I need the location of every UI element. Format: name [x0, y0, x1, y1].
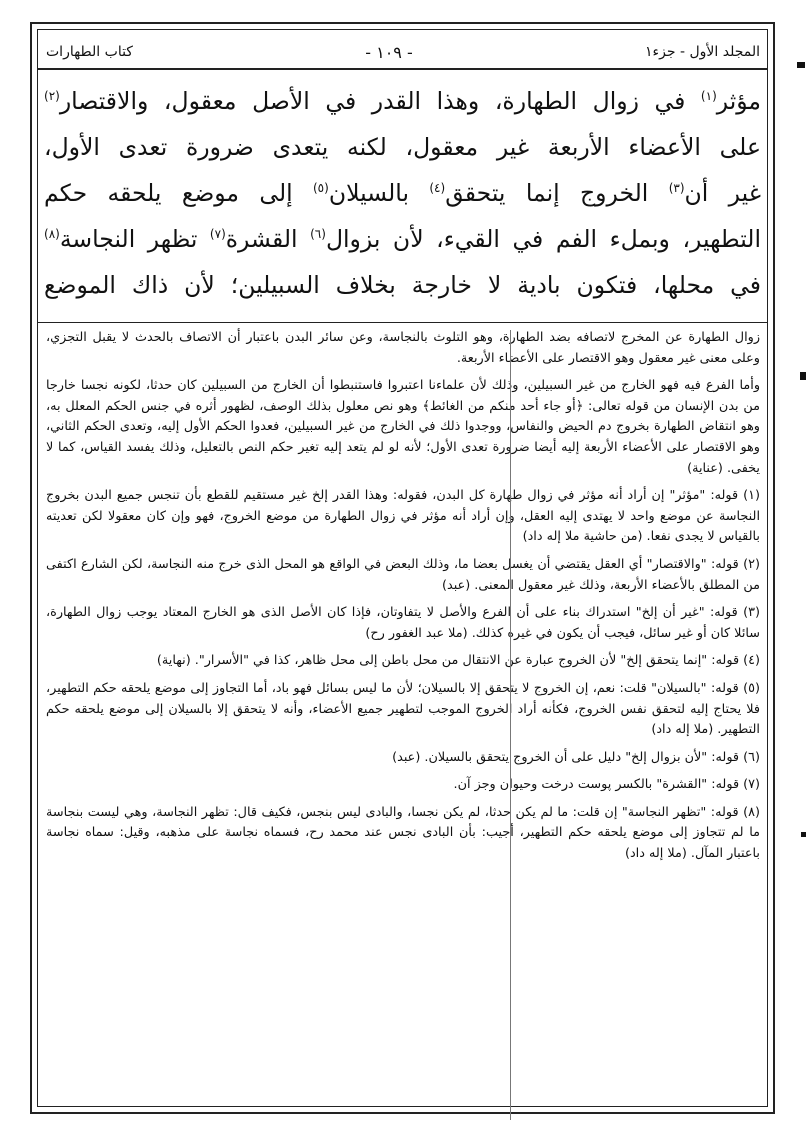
header-rule [38, 68, 767, 70]
footnote-1: (١) قوله: "مؤثر" إن أراد أنه مؤثر في زوال طهارة كل البدن، فقوله: وهذا القدر إلخ غير مستقيم للقطع بأن تنجس جميع البدن بخروج النجاسة عن موضع واحد لا يهتدى إليه العقل، وإن أراد أنه مؤثر في زوال الطهارة من موضع الخروج، فهو وإن كان معقولا لكن تعديته بالقياس لا يجدى نفعا. (من حاشية ملا إله داد) [46, 488, 760, 545]
footnote-3: (٣) قوله: "غير أن إلخ" استدراك بناء على أن الفرع والأصل لا يتفاوتان، فإذا كان الأصل الذى هو الخارج المعتاد يوجب زوال الطهارة، سائلا كان أو غير سائل، فيجب أن يكون في غيره كذلك. (ملا عبد الغفور رح) [46, 605, 760, 641]
commentary-paragraph: وأما الفرع فيه فهو الخارج من غير السبيلين، وذلك لأن علماءنا اعتبروا فاستنبطوا أن الخارج من السبيلين كان حدثا، لكونه نجسا خارجا من بدن الإنسان من قوله تعالى: ﴿أو جاء أحد منكم من الغائط﴾ وهو نص معلول بذلك الوصف، لظهور أثره في جنس الحكم المعلل به، وهو انتقاض الطهارة بخروج دم الحيض والنفاس، ووجدوا ذلك في الخارج من غير السبيلين، فعدوا الحكم الأول إليه، وتعدى الحكم الثاني، وهو الاقتصار على الأعضاء الأربعة إليه أيضا ضرورة تعدى الأول؛ لأنه لو لم يتعد إليه تغير حكم النص بالتعليل، وذلك يفسد القياس، كما لا يخفى. (عناية) [46, 378, 760, 476]
main-text-line [44, 262, 761, 308]
footnote-7: (٧) قوله: "القشرة" بالكسر پوست درخت وحيوان وجز آن. [453, 777, 760, 793]
footnote-marker: (٨) [44, 227, 60, 242]
main-text-segment: في زوال الطهارة، وهذا القدر في الأصل معقول، والاقتصار [59, 87, 701, 115]
header-volume: المجلد الأول - جزء١ [645, 44, 760, 60]
footnote-marker: (٤) [429, 181, 446, 196]
footnote-4: (٤) قوله: "إنما يتحقق إلخ" لأن الخروج عبارة عن الانتقال من محل باطن إلى محل ظاهر، كذا في "الأسرار". (نهاية) [156, 653, 760, 669]
main-text-segment: القشرة [225, 225, 311, 253]
main-text-segment: بالسيلان [328, 179, 430, 207]
main-text-segment: التطهير، وبملء الفم في القيء، لأن بزوال [325, 225, 761, 253]
main-text-line [44, 124, 761, 170]
footnote-marker: (٣) [668, 181, 685, 196]
footnote-8: (٨) قوله: "تظهر النجاسة" إن قلت: ما لم يكن حدثا، لم يكن نجسا، والبادى ليس بنجس، فكيف قال: تظهر النجاسة، وهي ليست بنجاسة ما لم تتجاوز إلى موضع يلحقه حكم التطهير، أجيب: بأن البادى نجس عند محمد رح، فسماه نجاسة على مذهبه، وقيل: سماه نجاسة باعتبار المآل. (ملا إله داد) [46, 804, 760, 862]
main-text-segment: غير أن [684, 179, 761, 207]
footnote-marker: (٥) [312, 181, 329, 196]
footnote-marker: (١) [700, 89, 717, 104]
main-text-segment: في محلها، فتكون بادية لا خارجة بخلاف السبيلين؛ لأن ذاك الموضع [44, 271, 761, 299]
footnotes [46, 328, 760, 1098]
main-text [44, 78, 761, 314]
page-number: - ١٠٩ - [365, 42, 413, 62]
main-text-segment: مؤثر [716, 87, 761, 115]
footnote-marker: (٧) [209, 227, 226, 242]
footnote-marker: (٢) [44, 89, 60, 104]
footnote-2: (٢) قوله: "والاقتصار" أي العقل يقتضي أن يغسل بعضا ما، وذلك البعض في الواقع هو المحل الذى خرج منه النجاسة، لكن الشارع اكتفى من المطلق بالأعضاء الأربعة، وذلك غير معقول المعنى. (عبد) [46, 556, 760, 593]
footnote-marker: (٦) [310, 227, 326, 242]
footnote-6: (٦) قوله: "لأن بزوال إلخ" دليل على أن الخروج يتحقق بالسيلان. (عبد) [392, 749, 760, 765]
main-text-segment: الخروج إنما يتحقق [445, 179, 669, 207]
scan-speck [800, 372, 806, 380]
main-text-segment: إلى موضع يلحقه حكم [44, 179, 313, 207]
running-header [46, 36, 760, 68]
main-text-line [44, 216, 761, 262]
main-text-line [44, 78, 761, 124]
commentary-paragraph: زوال الطهارة عن المخرج لاتصافه بضد الطهارة، وهو التلوث بالنجاسة، وعن سائر البدن باعتبار أن الاتصاف بالحدث لا يقبل التجزي، وعلى معنى غير معقول وهو الاقتصار على الأعضاء الأربعة. [46, 330, 760, 366]
footnote-5: (٥) قوله: "بالسيلان" قلت: نعم، إن الخروج لا يتحقق إلا بالسيلان؛ لأن ما ليس بسائل فهو باد، أما التجاوز إلى موضع يلحقه حكم التطهير، فلا يحتاج إليه لتحقق نفس الخروج، فكأنه أراد الخروج الموجب لتطهير جميع الأعضاء، وأنه لا يتحقق إلا بالسيلان إلى موضع يلحقه حكم التطهير. (ملا إله داد) [46, 680, 760, 738]
main-text-line [44, 170, 761, 216]
footnote-separator [38, 322, 767, 323]
main-text-segment: على الأعضاء الأربعة غير معقول، لكنه يتعدى ضرورة تعدى الأول، [44, 133, 761, 161]
header-book-title: كتاب الطهارات [46, 44, 133, 60]
main-text-segment: تظهر النجاسة [59, 225, 210, 253]
scan-speck [797, 62, 805, 68]
scan-binding-line [510, 330, 511, 1120]
scan-speck [801, 832, 806, 837]
